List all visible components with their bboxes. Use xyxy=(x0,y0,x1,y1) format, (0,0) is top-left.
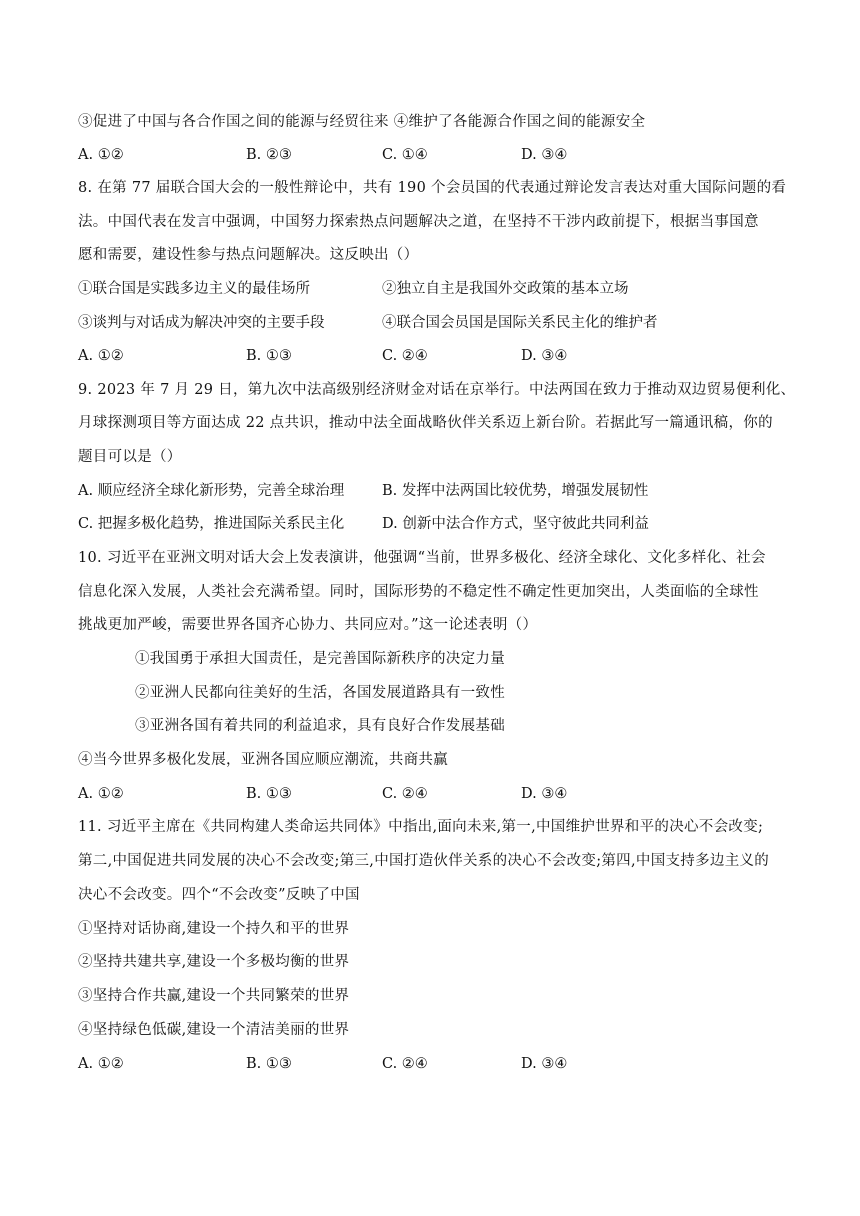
q8-choice-b: B. ①③ xyxy=(246,348,292,364)
q8-option-4: ④联合国会员国是国际关系民主化的维护者 xyxy=(382,315,658,331)
q8-option-1: ①联合国是实践多边主义的最佳场所 xyxy=(78,281,310,297)
q7-choice-d: D. ③④ xyxy=(521,147,568,163)
q8-option-2: ②独立自主是我国外交政策的基本立场 xyxy=(382,281,629,297)
q9-option-a: A. 顺应经济全球化新形势，完善全球治理 xyxy=(78,483,345,499)
q10-stem-line-2: 信息化深入发展，人类社会充满希望。同时，国际形势的不稳定性不确定性更加突出，人类面临的全球性 xyxy=(78,584,759,600)
q8-choice-a: A. ①② xyxy=(78,348,124,364)
q11-option-4: ④坚持绿色低碳,建设一个清洁美丽的世界 xyxy=(78,1022,350,1038)
q11-choice-c: C. ②④ xyxy=(382,1056,428,1072)
q10-choices xyxy=(78,784,784,804)
q9-options-row-1 xyxy=(78,481,784,501)
q10-stem-line-3: 挑战更加严峻，需要世界各国齐心协力、共同应对。”这一论述表明（） xyxy=(78,617,538,633)
q7-choice-b: B. ②③ xyxy=(246,147,292,163)
q8-options-row-2 xyxy=(78,313,784,333)
q7-choice-a: A. ①② xyxy=(78,147,124,163)
q9-stem-line-1: 9. 2023 年 7 月 29 日，第九次中法高级别经济财金对话在京举行。中法两国在致力于推动双边贸易便利化、 xyxy=(78,382,796,398)
q11-choice-b: B. ①③ xyxy=(246,1056,292,1072)
q7-choice-c: C. ①④ xyxy=(382,147,428,163)
q11-choice-d: D. ③④ xyxy=(521,1056,568,1072)
q10-stem-line-1: 10. 习近平在亚洲文明对话大会上发表演讲，他强调“当前，世界多极化、经济全球化、文化多样化、社会 xyxy=(78,550,766,566)
q11-option-3: ③坚持合作共赢,建设一个共同繁荣的世界 xyxy=(78,988,350,1004)
q11-choice-a: A. ①② xyxy=(78,1056,124,1072)
q9-stem-line-2: 月球探测项目等方面达成 22 点共识，推动中法全面战略伙伴关系迈上新台阶。若据此写一篇通讯稿，你的 xyxy=(78,415,773,431)
q10-choice-b: B. ①③ xyxy=(246,786,292,802)
q11-option-2: ②坚持共建共享,建设一个多极均衡的世界 xyxy=(78,954,350,970)
q8-choice-c: C. ②④ xyxy=(382,348,428,364)
q11-stem-line-2: 第二,中国促进共同发展的决心不会改变;第三,中国打造伙伴关系的决心不会改变;第四,中国支持多边主义的 xyxy=(78,853,770,869)
q8-option-3: ③谈判与对话成为解决冲突的主要手段 xyxy=(78,315,325,331)
q7-option-3-4: ③促进了中国与各合作国之间的能源与经贸往来 ④维护了各能源合作国之间的能源安全 xyxy=(78,114,646,130)
q8-choice-d: D. ③④ xyxy=(521,348,568,364)
q8-options-row-1 xyxy=(78,279,784,299)
q10-choice-c: C. ②④ xyxy=(382,786,428,802)
q10-option-4: ④当今世界多极化发展，亚洲各国应顺应潮流，共商共赢 xyxy=(78,752,448,768)
q9-options-row-2 xyxy=(78,514,784,534)
q8-choices xyxy=(78,346,784,366)
q9-stem-line-3: 题目可以是（） xyxy=(78,449,182,465)
q9-option-d: D. 创新中法合作方式，坚守彼此共同利益 xyxy=(382,516,649,532)
q9-option-b: B. 发挥中法两国比较优势，增强发展韧性 xyxy=(382,483,649,499)
q8-stem-line-1: 8. 在第 77 届联合国大会的一般性辩论中，共有 190 个会员国的代表通过辩论发言表达对重大国际问题的看 xyxy=(78,180,787,196)
q8-stem-line-2: 法。中国代表在发言中强调，中国努力探索热点问题解决之道，在坚持不干涉内政前提下，根据当事国意 xyxy=(78,214,759,230)
q11-option-1: ①坚持对话协商,建设一个持久和平的世界 xyxy=(78,921,350,937)
q10-option-2: ②亚洲人民都向往美好的生活，各国发展道路具有一致性 xyxy=(135,685,505,701)
q10-option-1: ①我国勇于承担大国责任，是完善国际新秩序的决定力量 xyxy=(135,651,505,667)
q11-stem-line-1: 11. 习近平主席在《共同构建人类命运共同体》中指出,面向未来,第一,中国维护世界和平的决心不会改变; xyxy=(78,819,764,835)
q11-choices xyxy=(78,1054,784,1074)
q10-option-3: ③亚洲各国有着共同的利益追求，具有良好合作发展基础 xyxy=(135,718,505,734)
q10-choice-a: A. ①② xyxy=(78,786,124,802)
q7-choices xyxy=(78,145,784,165)
q10-choice-d: D. ③④ xyxy=(521,786,568,802)
q11-stem-line-3: 决心不会改变。四个“不会改变”反映了中国 xyxy=(78,887,360,903)
q8-stem-line-3: 愿和需要，建设性参与热点问题解决。这反映出（） xyxy=(78,247,419,263)
q9-option-c: C. 把握多极化趋势，推进国际关系民主化 xyxy=(78,516,345,532)
